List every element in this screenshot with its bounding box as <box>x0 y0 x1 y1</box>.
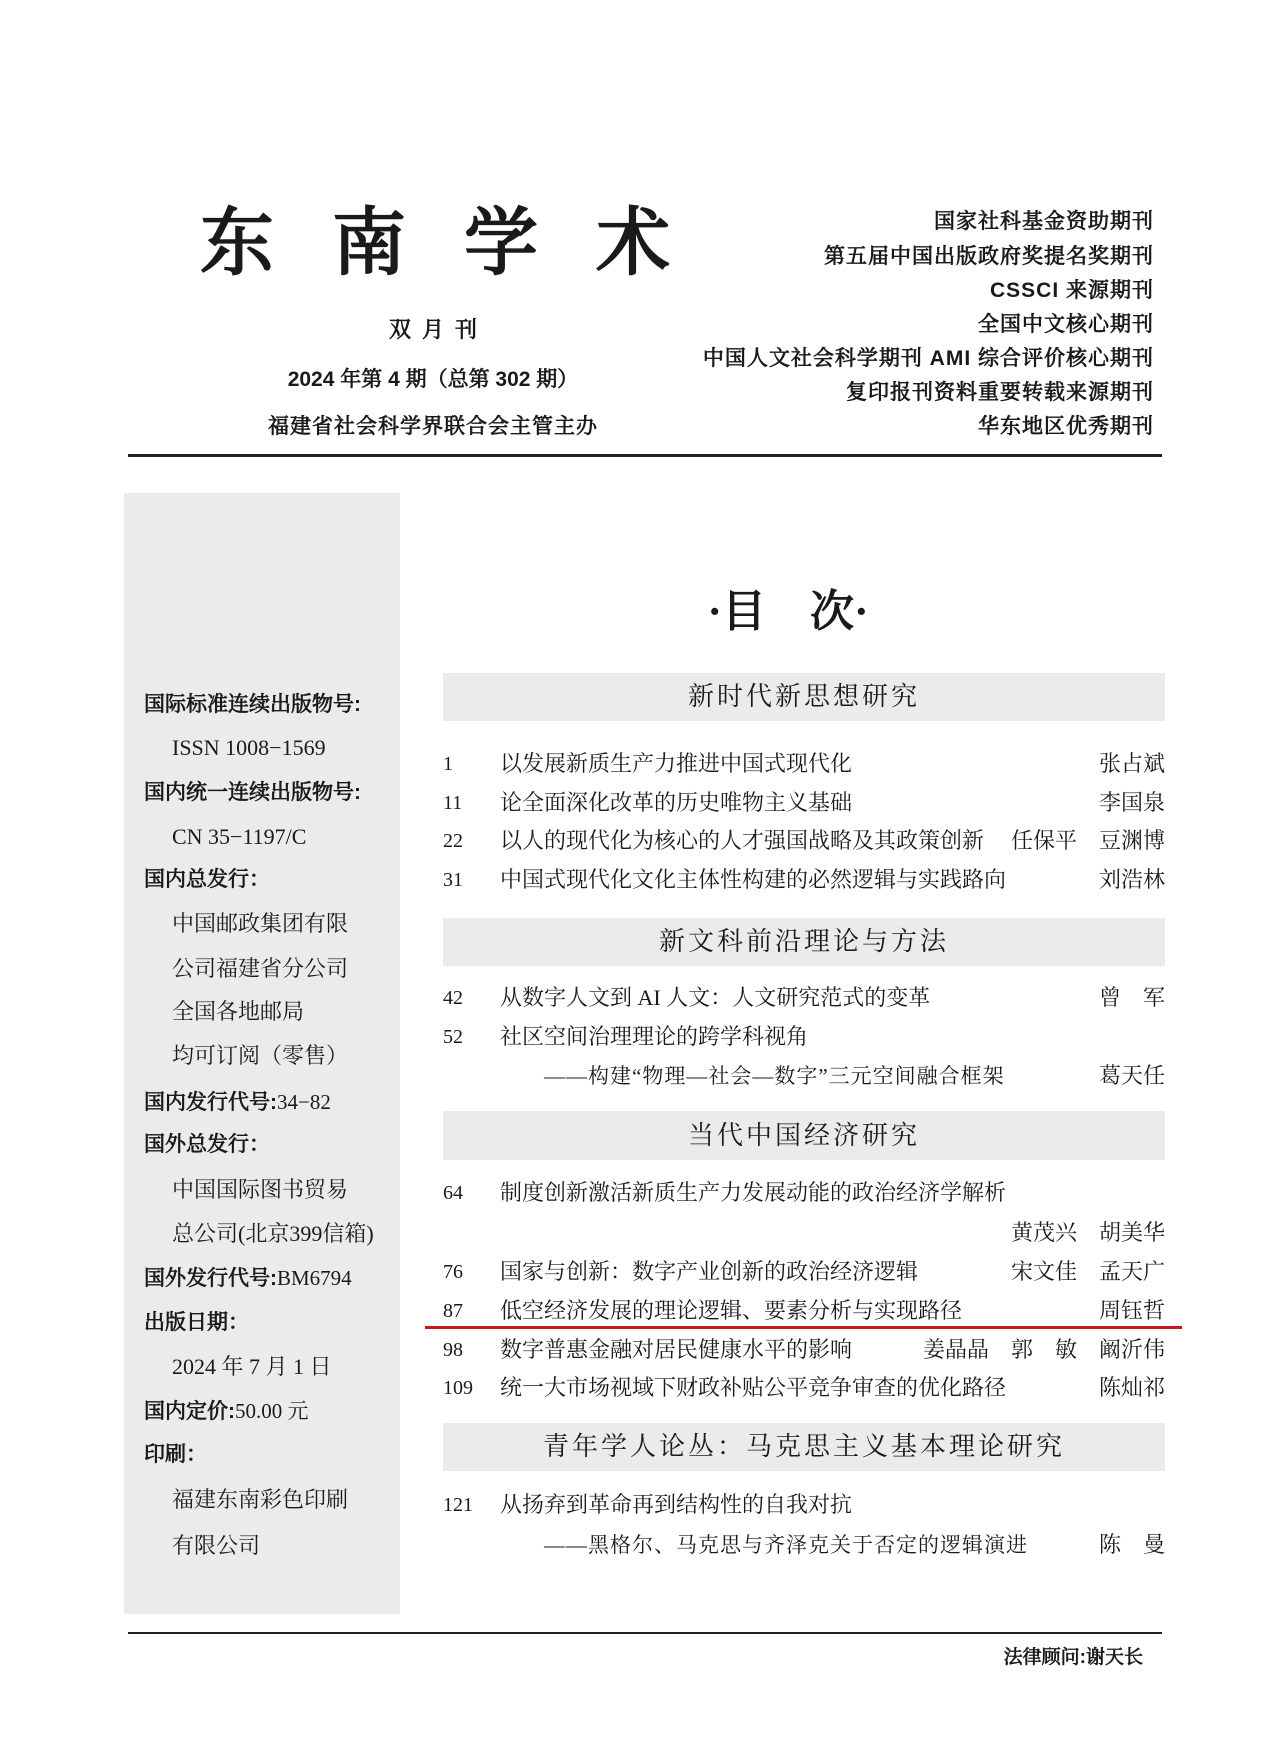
domestic-distributor-line: 均可订阅（零售） <box>172 1043 349 1068</box>
entry-title: 中国式现代化文化主体性构建的必然逻辑与实践路向 <box>500 867 1007 892</box>
entry-authors: 黄茂兴 胡美华 <box>1010 1220 1165 1245</box>
section-heading: 青年学人论丛：马克思主义基本理论研究 <box>443 1423 1165 1471</box>
honor-line: 复印报刊资料重要转载来源期刊 <box>846 381 1154 404</box>
cn-value: CN 35−1197/C <box>172 824 307 849</box>
foreign-distributor-label: 国外总发行： <box>144 1133 270 1156</box>
domestic-code-value: 34−82 <box>277 1090 331 1114</box>
section-heading: 新时代新思想研究 <box>443 673 1165 721</box>
toc-entry <box>443 826 1165 856</box>
entry-page: 1 <box>443 753 453 775</box>
entry-title: 社区空间治理理论的跨学科视角 <box>500 1024 809 1049</box>
entry-page: 64 <box>443 1182 463 1204</box>
entry-authors: 葛天任 <box>1098 1063 1165 1088</box>
foreign-code-value: BM6794 <box>277 1266 352 1290</box>
entry-authors: 姜晶晶 郭 敏 阚沂伟 <box>922 1337 1165 1362</box>
entry-title: 统一大市场视域下财政补贴公平竞争审查的优化路径 <box>500 1375 1007 1400</box>
entry-title: 以人的现代化为核心的人才强国战略及其政策创新 <box>500 828 985 853</box>
entry-page: 31 <box>443 869 463 891</box>
toc-entry-authors-line <box>443 1218 1165 1248</box>
toc-entry <box>443 983 1165 1013</box>
foreign-code-label: 国外发行代号: <box>144 1267 277 1290</box>
section-heading: 新文科前沿理论与方法 <box>443 918 1165 966</box>
entry-title: 国家与创新：数字产业创新的政治经济逻辑 <box>500 1259 919 1284</box>
domestic-distributor-label: 国内总发行： <box>144 868 270 891</box>
entry-authors: 任保平 豆渊博 <box>1010 828 1165 853</box>
entry-authors: 刘浩林 <box>1098 867 1165 892</box>
entry-page: 22 <box>443 830 463 852</box>
toc-entry <box>443 1373 1165 1403</box>
honor-line: CSSCI 来源期刊 <box>989 279 1154 302</box>
toc-entry <box>443 1257 1165 1287</box>
entry-subtitle: ——黑格尔、马克思与齐泽克关于否定的逻辑演进 <box>544 1533 1028 1557</box>
entry-page: 42 <box>443 987 463 1009</box>
issn-value: ISSN 1008−1569 <box>172 735 326 760</box>
entry-authors: 张占斌 <box>1098 751 1165 776</box>
toc-entry <box>443 1022 1165 1052</box>
entry-title: 低空经济发展的理论逻辑、要素分析与实现路径 <box>500 1298 963 1323</box>
entry-title: 以发展新质生产力推进中国式现代化 <box>500 751 853 776</box>
section-heading: 当代中国经济研究 <box>443 1111 1165 1160</box>
entry-page: 87 <box>443 1300 463 1322</box>
toc-title: ·目 次· <box>707 587 869 636</box>
entry-page: 52 <box>443 1026 463 1048</box>
domestic-distributor-line: 公司福建省分公司 <box>172 956 349 981</box>
honor-line: 第五届中国出版政府奖提名奖期刊 <box>824 245 1154 268</box>
foreign-distributor-line: 总公司(北京399信箱) <box>172 1221 374 1246</box>
printer-line: 有限公司 <box>172 1533 261 1558</box>
honor-line: 华东地区优秀期刊 <box>978 415 1154 438</box>
domestic-distributor-line: 中国邮政集团有限 <box>172 911 349 936</box>
honor-line: 国家社科基金资助期刊 <box>934 210 1154 233</box>
issue-number: 2024 年第 4 期（总第 302 期） <box>287 368 579 391</box>
entry-page: 76 <box>443 1261 463 1283</box>
publication-info-sidebar <box>124 493 400 1614</box>
entry-authors: 周钰哲 <box>1098 1298 1165 1323</box>
toc-entry <box>443 1178 1165 1208</box>
entry-title: 制度创新激活新质生产力发展动能的政治经济学解析 <box>500 1180 1007 1205</box>
entry-title: 从数字人文到 AI 人文：人文研究范式的变革 <box>500 985 931 1010</box>
foreign-distributor-line: 中国国际图书贸易 <box>172 1177 349 1202</box>
toc-entry <box>443 788 1165 818</box>
entry-title: 从扬弃到革命再到结构性的自我对抗 <box>500 1492 853 1517</box>
entry-page: 109 <box>443 1377 473 1399</box>
pub-date-value: 2024 年 7 月 1 日 <box>172 1354 332 1379</box>
legal-advisor: 法律顾问:谢天长 <box>1003 1647 1143 1668</box>
entry-page: 11 <box>443 792 463 814</box>
printer-label: 印刷： <box>144 1443 207 1466</box>
highlight-underline <box>425 1326 1182 1329</box>
toc-entry <box>443 1335 1165 1365</box>
publication-frequency: 双月刊 <box>388 317 488 342</box>
price-value: 50.00 元 <box>235 1399 309 1423</box>
sponsor-line: 福建省社会科学界联合会主管主办 <box>268 415 598 438</box>
toc-entry-subtitle-line <box>443 1530 1165 1560</box>
entry-authors: 宋文佳 孟天广 <box>1010 1259 1165 1284</box>
toc-entry <box>443 749 1165 779</box>
domestic-code-label: 国内发行代号: <box>144 1091 277 1114</box>
toc-entry <box>443 1296 1165 1326</box>
footer-divider <box>128 1632 1162 1634</box>
domestic-code <box>144 1087 331 1117</box>
price-label: 国内定价: <box>144 1400 235 1423</box>
price <box>144 1396 309 1426</box>
entry-page: 121 <box>443 1494 473 1516</box>
pub-date-label: 出版日期： <box>144 1311 249 1334</box>
entry-subtitle: ——构建“物理—社会—数字”三元空间融合框架 <box>544 1064 1005 1088</box>
toc-entry <box>443 1490 1165 1520</box>
honor-line: 全国中文核心期刊 <box>978 313 1154 336</box>
entry-authors: 陈 曼 <box>1098 1532 1165 1557</box>
printer-line: 福建东南彩色印刷 <box>172 1487 349 1512</box>
toc-entry <box>443 865 1165 895</box>
entry-title: 论全面深化改革的历史唯物主义基础 <box>500 790 853 815</box>
honor-line: 中国人文社会科学期刊 AMI 综合评价核心期刊 <box>702 347 1154 370</box>
entry-authors: 曾 军 <box>1098 985 1165 1010</box>
domestic-distributor-line: 全国各地邮局 <box>172 999 305 1024</box>
header-divider <box>128 454 1162 457</box>
foreign-code <box>144 1263 352 1293</box>
entry-title: 数字普惠金融对居民健康水平的影响 <box>500 1337 853 1362</box>
entry-authors: 陈灿祁 <box>1098 1375 1165 1400</box>
toc-entry-subtitle-line <box>443 1061 1165 1091</box>
entry-authors: 李国泉 <box>1098 790 1165 815</box>
journal-title: 东南学术 <box>200 203 728 285</box>
issn-label: 国际标准连续出版物号: <box>144 693 361 716</box>
cn-label: 国内统一连续出版物号: <box>144 781 361 804</box>
entry-page: 98 <box>443 1339 463 1361</box>
